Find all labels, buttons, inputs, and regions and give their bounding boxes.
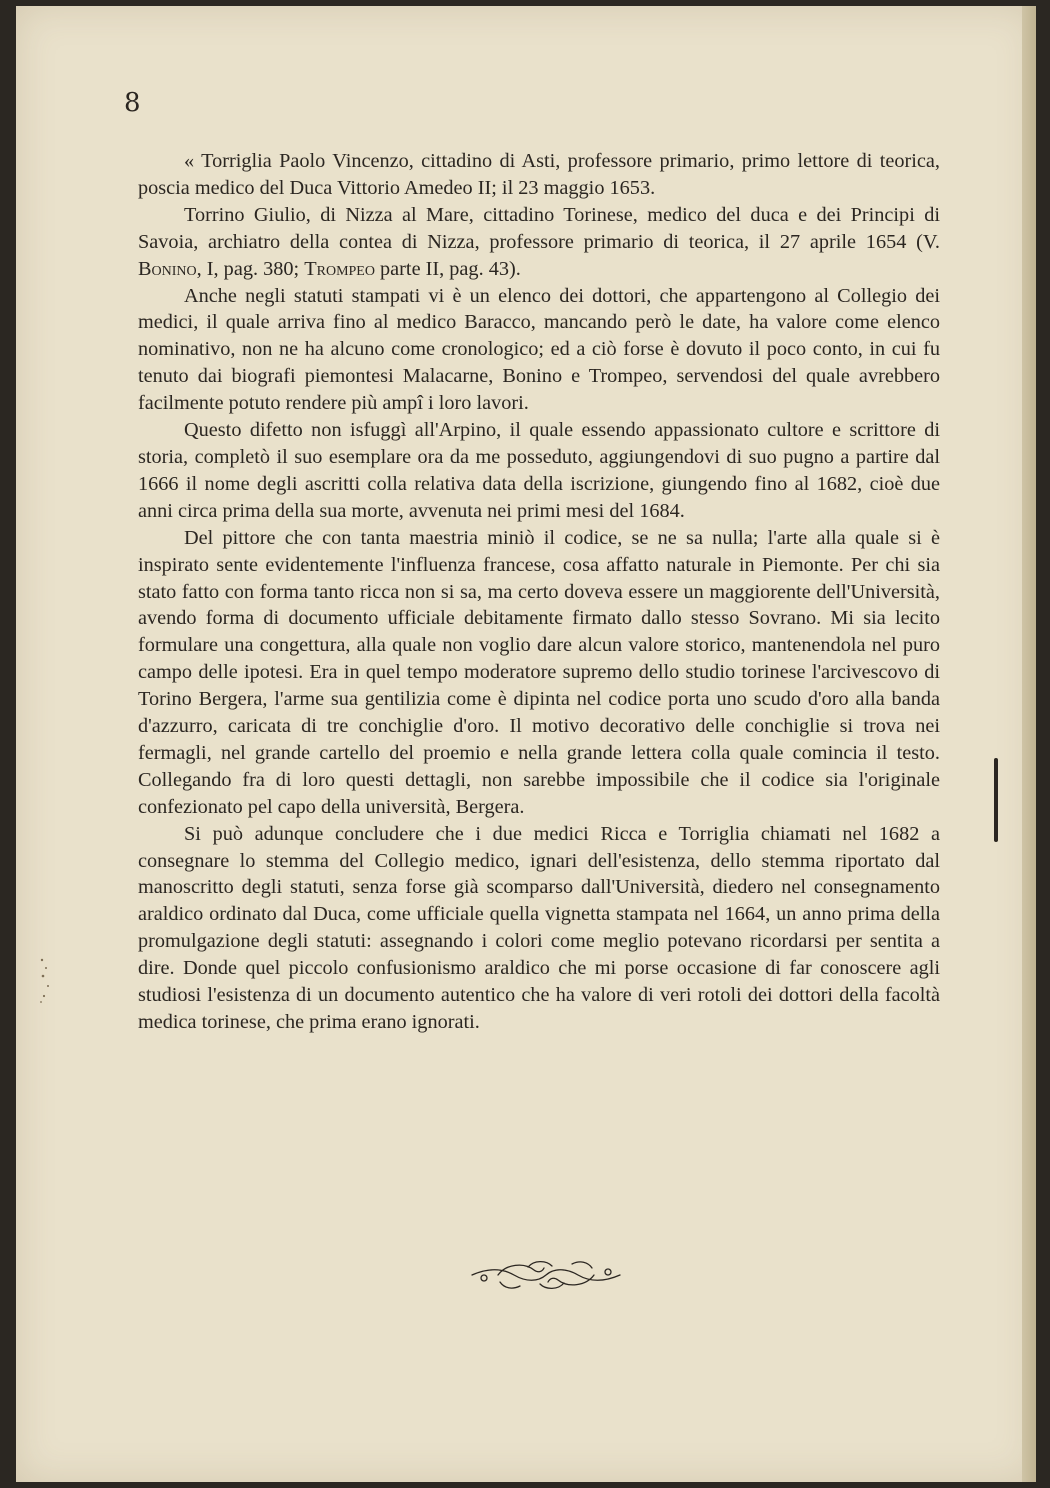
text-segment: Questo difetto non isfuggì all'Arpino, il quale essendo appassionato cultore e scrittore di storia, completò il suo esemplare ora da me posseduto, aggiungendovi di suo pugno a partire dal 1666 il nome degli ascritti colla relativa data della iscrizione, giungendo fino al 1682, cioè due anni circa prima della sua morte, avvenuta nei primi mesi del 1684.: [138, 419, 940, 522]
paragraph: [138, 283, 940, 418]
paragraph: [138, 525, 940, 821]
paragraph: [138, 417, 940, 525]
paragraph: [138, 148, 940, 202]
paragraph: [138, 821, 940, 1036]
text-segment: , I, pag. 380;: [196, 257, 305, 280]
text-segment: parte II, pag. 43).: [374, 257, 521, 280]
body-text: [138, 148, 940, 1036]
scanned-page: [16, 6, 1036, 1482]
text-segment: Del pittore che con tanta maestria miniò il codice, se ne sa nulla; l'arte alla quale si è inspirato sente evidentemente l'influenza francese, cosa affatto naturale in Piemonte. Per chi sia stato fatto con forma tanto ricca non si sa, ma certo doveva essere un maggiorente dell'Università, avendo forma di documento ufficiale debitamente firmato dallo stesso Sovrano. Mi sia lecito formulare una congettura, alla quale non voglio dare alcun valore storico, mantenendola nel puro campo delle ipotesi. Era in quel tempo moderatore supremo dello studio torinese l'arcivescovo di Torino Bergera, l'arme sua gentilizia come è dipinta nel codice porta uno scudo d'oro alla banda d'azzurro, caricata di tre conchiglie d'oro. Il motivo decorativo delle conchiglie si trova nei fermagli, nel grande cartello del proemio e nella grande lettera colla quale comincia il testo. Collegando fra di loro questi dettagli, non sarebbe impossibile che il codice sia l'originale confezionato pel capo della università, Bergera.: [138, 526, 940, 818]
text-segment: Trompeo: [304, 257, 375, 280]
text-segment: Si può adunque concludere che i due medici Ricca e Torriglia chiamati nel 1682 a consegnare lo stemma del Collegio medico, ignari dell'esistenza, dello stemma riportato dal manoscritto degli statuti, senza forse già scomparso dall'Università, diedero nel consegnamento araldico ordinato dal Duca, come ufficiale quella vignetta stampata nel 1664, un anno prima della promulgazione degli statuti: assegnando i colori come meglio potevano ricordarsi per sentita a dire. Donde quel piccolo confusionismo araldico che mi porse occasione di far conoscere agli studiosi l'esistenza di un documento autentico che ha valore di veri rotoli dei dottori della facoltà medica torinese, che prima erano ignorati.: [138, 822, 940, 1033]
text-segment: Torrino Giulio, di Nizza al Mare, cittadino Torinese, medico del duca e dei Principi di Savoia, archiatro della contea di Nizza, professore primario di teorica, il 27 aprile 1654 (V.: [138, 203, 940, 253]
page-number: 8: [124, 88, 141, 118]
text-segment: « Torriglia Paolo Vincenzo, cittadino di Asti, professore primario, primo lettore di teorica, poscia medico del Duca Vittorio Amedeo II; il 23 maggio 1653.: [138, 150, 940, 199]
page-edge: [1022, 6, 1036, 1482]
fleuron-ornament-icon: [468, 1258, 624, 1292]
paragraph: [138, 202, 940, 283]
text-segment: Bonino: [138, 257, 197, 280]
margin-specks: [38, 956, 52, 1006]
text-segment: Anche negli statuti stampati vi è un elenco dei dottori, che appartengono al Collegio dei medici, il quale arriva fino al medico Baracco, mancando però le date, ha valore come elenco nominativo, non ne ha alcuno come cronologico; ed a ciò forse è dovuto il poco conto, in cui fu tenuto dai biografi piemontesi Malacarne, Bonino e Trompeo, servendosi del quale avrebbero facilmente potuto rendere più ampî i loro lavori.: [138, 284, 940, 415]
margin-mark-icon: [994, 758, 998, 842]
